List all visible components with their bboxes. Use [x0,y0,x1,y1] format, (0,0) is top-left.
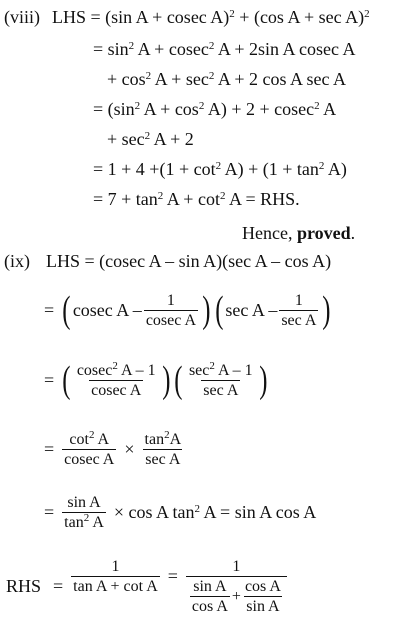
fraction [62,493,106,532]
equals-sign: = [44,438,55,459]
denominator [186,576,287,616]
denominator: $\tan^2 A$ [64,511,104,531]
denominator: sec A [281,311,317,329]
rhs-label: RHS [6,575,42,596]
ix-line-1: LHS = (cosec A – sin A)(sec A – cos A) [46,251,332,271]
ix-step-2 [44,352,269,408]
ix-rhs [6,552,289,620]
numerator: 1 [294,291,303,309]
ix-step-4 [44,488,316,536]
viii-line-6: = $1 + 4 +(1 + \cot^2 A) + (1 + \tan^2 A)$ [93,159,347,179]
equals-sign: = [44,299,55,320]
fraction [187,361,255,400]
equals-sign: = [167,565,178,586]
denominator: cosec A [91,381,142,399]
denominator: cosec A [145,311,197,329]
ix-label: (ix) [4,251,30,271]
ix-step-1 [44,284,333,336]
numerator: sin A [193,577,227,595]
equals-sign: = [44,369,55,390]
denominator: sin A [246,597,280,615]
step-4-rest: × cos A $\tan^2 A = \sin A$ cos A [113,501,317,522]
viii-line-5: + $\sec^2 A + 2$ [107,129,194,149]
right-paren: ) [202,289,211,331]
numerator: cosec$^2$ A – 1 [76,359,156,379]
fraction [279,291,318,330]
fraction [71,557,160,596]
numerator: cos A [244,577,281,595]
term-sec: sec A – [225,299,278,320]
inner-fraction [190,577,230,616]
fraction [62,430,116,469]
hence-text: Hence, [242,223,293,243]
numerator: $\sec^2 A - 1$ [188,359,253,379]
numerator: sin A [67,493,101,511]
left-paren: ( [62,359,71,401]
ix-step-3 [44,426,185,472]
times-sign: × [124,438,135,459]
left-paren: ( [174,359,183,401]
viii-conclusion [242,222,355,244]
right-paren: ) [161,359,171,401]
compound-fraction [186,557,287,616]
denominator: tan A + cot A [73,577,158,595]
equals-sign: = [44,501,55,522]
proved-text: proved [296,223,351,243]
denominator: cosec A [64,450,115,468]
right-paren: ) [322,289,331,331]
numerator: 1 [111,557,120,575]
plus-sign: + [231,587,241,605]
left-paren: ( [62,289,71,331]
viii-label: (viii) [4,7,40,27]
left-paren: ( [214,289,224,331]
numerator: $\cot^2 A$ [69,428,110,448]
equals-sign: = [53,575,64,596]
denominator: cos A [191,597,228,615]
denominator: sec A [145,450,181,468]
numerator: 1 [166,291,175,309]
viii-line-4: = ($\sin^2$ $A + \cos^2 A) + 2 + cosec^2$ A [93,99,337,119]
term-cosec: cosec A – [72,299,142,320]
numerator: $\tan^2A$ [144,428,182,448]
viii-line-1: LHS = (sin A + cosec A)$^2$ + (cos A + sec A)$^2$ [52,7,370,27]
fraction [75,361,158,400]
right-paren: ) [258,359,268,401]
fraction [144,291,198,330]
viii-line-3: + $\cos^2 A + \sec^2 A + 2$ cos A sec A [107,69,346,89]
inner-fraction [243,577,283,616]
viii-line-7: = $7 + \tan^2 A + \cot^2 A$ = RHS. [93,189,300,209]
fraction [143,430,184,469]
denominator: sec A [203,381,239,399]
numerator: 1 [232,557,241,575]
period-text: . [350,223,356,243]
viii-line-2: = $\sin^2 A + cosec^2$ A + 2sin A cosec A [93,39,356,59]
